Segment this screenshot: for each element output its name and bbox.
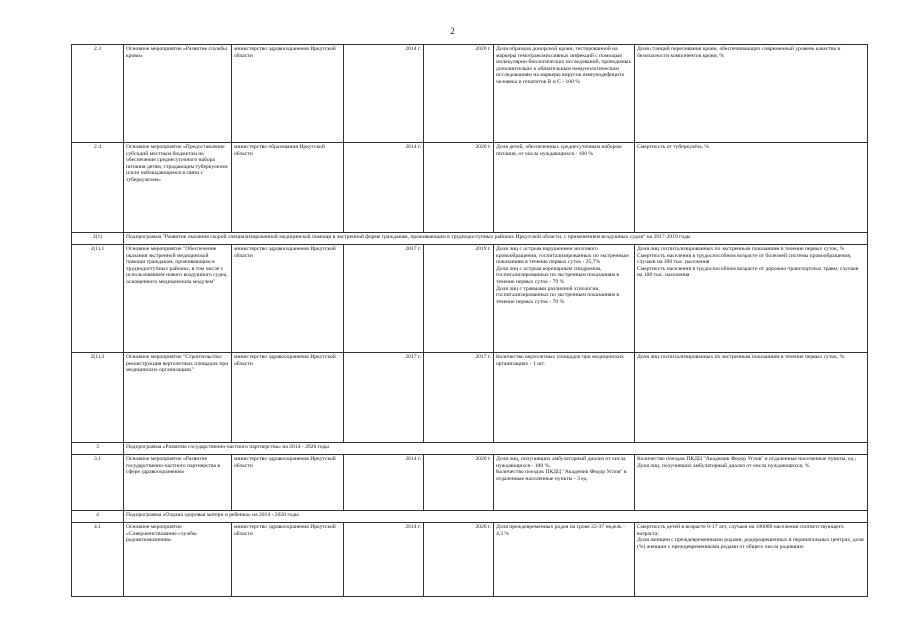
indicator-line: Доля лиц, получивших амбулаторный диализ от числа нуждающихся, % <box>637 462 810 469</box>
executor: министерство здравоохранения Иркутской области <box>232 45 344 143</box>
activity-title: Основное мероприятие «Развитие государственно-частного партнерства в сфере здравоохранения» <box>124 455 232 511</box>
indicator-line: Количество поездок ПКДЦ "Академик Федор Углов" в отдаленные населенные пункты, ед.; <box>637 456 857 462</box>
target-indicators <box>635 245 868 353</box>
row-number: 3.1 <box>72 455 124 511</box>
indicator-line: Доля лиц с острым нарушением мозгового кровообращения, госпитализированных по экстренным показаниям в течение первых суток - 25,7% <box>496 246 629 266</box>
end-year: 2020 г. <box>424 45 494 143</box>
subprogram-title: Подпрограмма "Развитие оказания скорой специализированной медицинской помощи в экстренной форме гражданам, проживающим в труднодоступных районах Иркутской области, с применением воздушных судов" на 2017-2019 годы <box>124 233 868 245</box>
executor: министерство здравоохранения Иркутской области <box>232 353 344 443</box>
indicator-line: Смертность населения в трудоспособном возрасте от дорожно-транспортных травм, случаев на 100 тыс. населения <box>637 265 859 279</box>
subprogram-row <box>72 233 868 245</box>
start-year: 2014 г. <box>344 455 424 511</box>
short-indicators <box>494 45 635 143</box>
activity-title: Основное мероприятие «Совершенствование службы родовспоможения» <box>124 523 232 597</box>
end-year: 2019 г. <box>424 245 494 353</box>
target-indicators <box>635 143 868 233</box>
start-year: 2014 г. <box>344 523 424 597</box>
target-indicators <box>635 353 868 443</box>
program-table <box>71 44 868 597</box>
indicator-line: Доля преждевременных родов на сроке 22-37 недель - 4,3 % <box>496 524 625 537</box>
activity-title: Основное мероприятие «Развитие службы крови» <box>124 45 232 143</box>
end-year: 2020 г. <box>424 523 494 597</box>
subprogram-row <box>72 511 868 523</box>
row-number: 2.4 <box>72 143 124 233</box>
executor: министерство здравоохранения Иркутской области <box>232 523 344 597</box>
start-year: 2017 г. <box>344 353 424 443</box>
indicator-line: Доля станций переливания крови, обеспечивающих современный уровень качества и безопасности компонентов крови, % <box>637 46 841 59</box>
table-row <box>72 245 868 353</box>
short-indicators <box>494 245 635 353</box>
indicator-line: Доля женщин с преждевременными родами, родоразрешенных в перинатальных центрах, доля (%) женщин с преждевременными родами от общего числа родивших <box>637 537 864 550</box>
short-indicators <box>494 353 635 443</box>
indicator-line: Доля детей, обеспеченных среднесуточным набором питания, от числа нуждающихся - 100 % <box>496 144 622 157</box>
indicator-line: Количество вертолетных площадок при медицинских организациях - 1 шт. <box>496 354 624 367</box>
end-year: 2020 г. <box>424 143 494 233</box>
activity-title: Основное мероприятие "Строительство/реконструкция вертолетных площадок при медицинских организациях" <box>124 353 232 443</box>
start-year: 2014 г. <box>344 143 424 233</box>
short-indicators <box>494 143 635 233</box>
page-number: 2 <box>450 26 455 36</box>
indicator-line: Смертность от туберкулёза, % <box>637 144 710 150</box>
executor: министерство здравоохранения Иркутской области <box>232 455 344 511</box>
target-indicators <box>635 45 868 143</box>
short-indicators <box>494 523 635 597</box>
executor: министерство здравоохранения Иркутской области <box>232 245 344 353</box>
table-row <box>72 143 868 233</box>
start-year: 2014 г. <box>344 45 424 143</box>
subprogram-title: Подпрограмма «Охрана здоровья матери и ребенка» на 2014 - 2020 годы <box>124 511 868 523</box>
row-number: 4 <box>72 511 124 523</box>
indicator-line: Доля лиц госпитализированных по экстренным показаниям в течение первых суток, % <box>637 246 845 252</box>
end-year: 2020 г. <box>424 455 494 511</box>
start-year: 2017 г. <box>344 245 424 353</box>
table-row <box>72 455 868 511</box>
indicator-line: Доля лиц госпитализированных по экстренным показаниям в течение первых суток, %. <box>637 354 846 360</box>
indicator-line: Смертность населения в трудоспособном возрасте от болезней системы кровообращения, случаев на 100 тыс. населения <box>637 252 852 266</box>
row-number: 2(1) <box>72 233 124 245</box>
short-indicators <box>494 455 635 511</box>
row-number: 2(1).1 <box>72 245 124 353</box>
indicator-line: Доля лиц с травмами различной этиологии, госпитализированных по экстренным показаниям в течение первых суток - 70 % <box>496 285 620 305</box>
indicator-line: Доля лиц, получивших амбулаторный диализ от числа нуждающихся - 100 %; <box>496 456 626 469</box>
row-number: 3 <box>72 443 124 455</box>
target-indicators <box>635 523 868 597</box>
subprogram-title: Подпрограмма «Развитие государственно-частного партнерства» на 2014 - 2020 годы <box>124 443 868 455</box>
activity-title: Основное мероприятие "Обеспечение оказания экстренной медицинской помощи гражданам, проживающим в труднодоступных районах, в том числе с использованием нового воздушного судна, оснащенного медицинским модулем" <box>124 245 232 353</box>
activity-title: Основное мероприятие «Предоставление субсидий местным бюджетам на обеспечение среднесуточного набора питания детям, страдающим туберкулезом и/или наблюдающимся в связи с туберкулезом» <box>124 143 232 233</box>
indicator-line: Смертность детей в возрасте 0-17 лет, случаев на 100000 населения соответствующего возраста; <box>637 524 844 537</box>
table-row <box>72 523 868 597</box>
target-indicators <box>635 455 868 511</box>
row-number: 4.1 <box>72 523 124 597</box>
subprogram-row <box>72 443 868 455</box>
executor: министерство образования Иркутской области <box>232 143 344 233</box>
row-number: 2.3 <box>72 45 124 143</box>
table-row <box>72 353 868 443</box>
indicator-line: Количество поездок ПКДЦ "Академик Федор Углов" в отдаленные населенные пункты - 3 ед. <box>496 469 627 482</box>
indicator-line: Доля образцов донорской крови, тестированной на маркеры гемотрансмиссивных инфекций с помощью молекулярно-биологических исследований, проводимых дополнительно к обязательным иммунологическим исследованиям на маркеры вирусов иммунодефицита человека и гепатитов B и C - 100 % <box>496 46 632 85</box>
row-number: 2(1).2 <box>72 353 124 443</box>
table-row <box>72 45 868 143</box>
indicator-line: Доля лиц с острым коронарным синдромом, госпитализированных по экстренным показаниям в течение первых суток - 79 % <box>496 265 620 285</box>
end-year: 2017 г. <box>424 353 494 443</box>
